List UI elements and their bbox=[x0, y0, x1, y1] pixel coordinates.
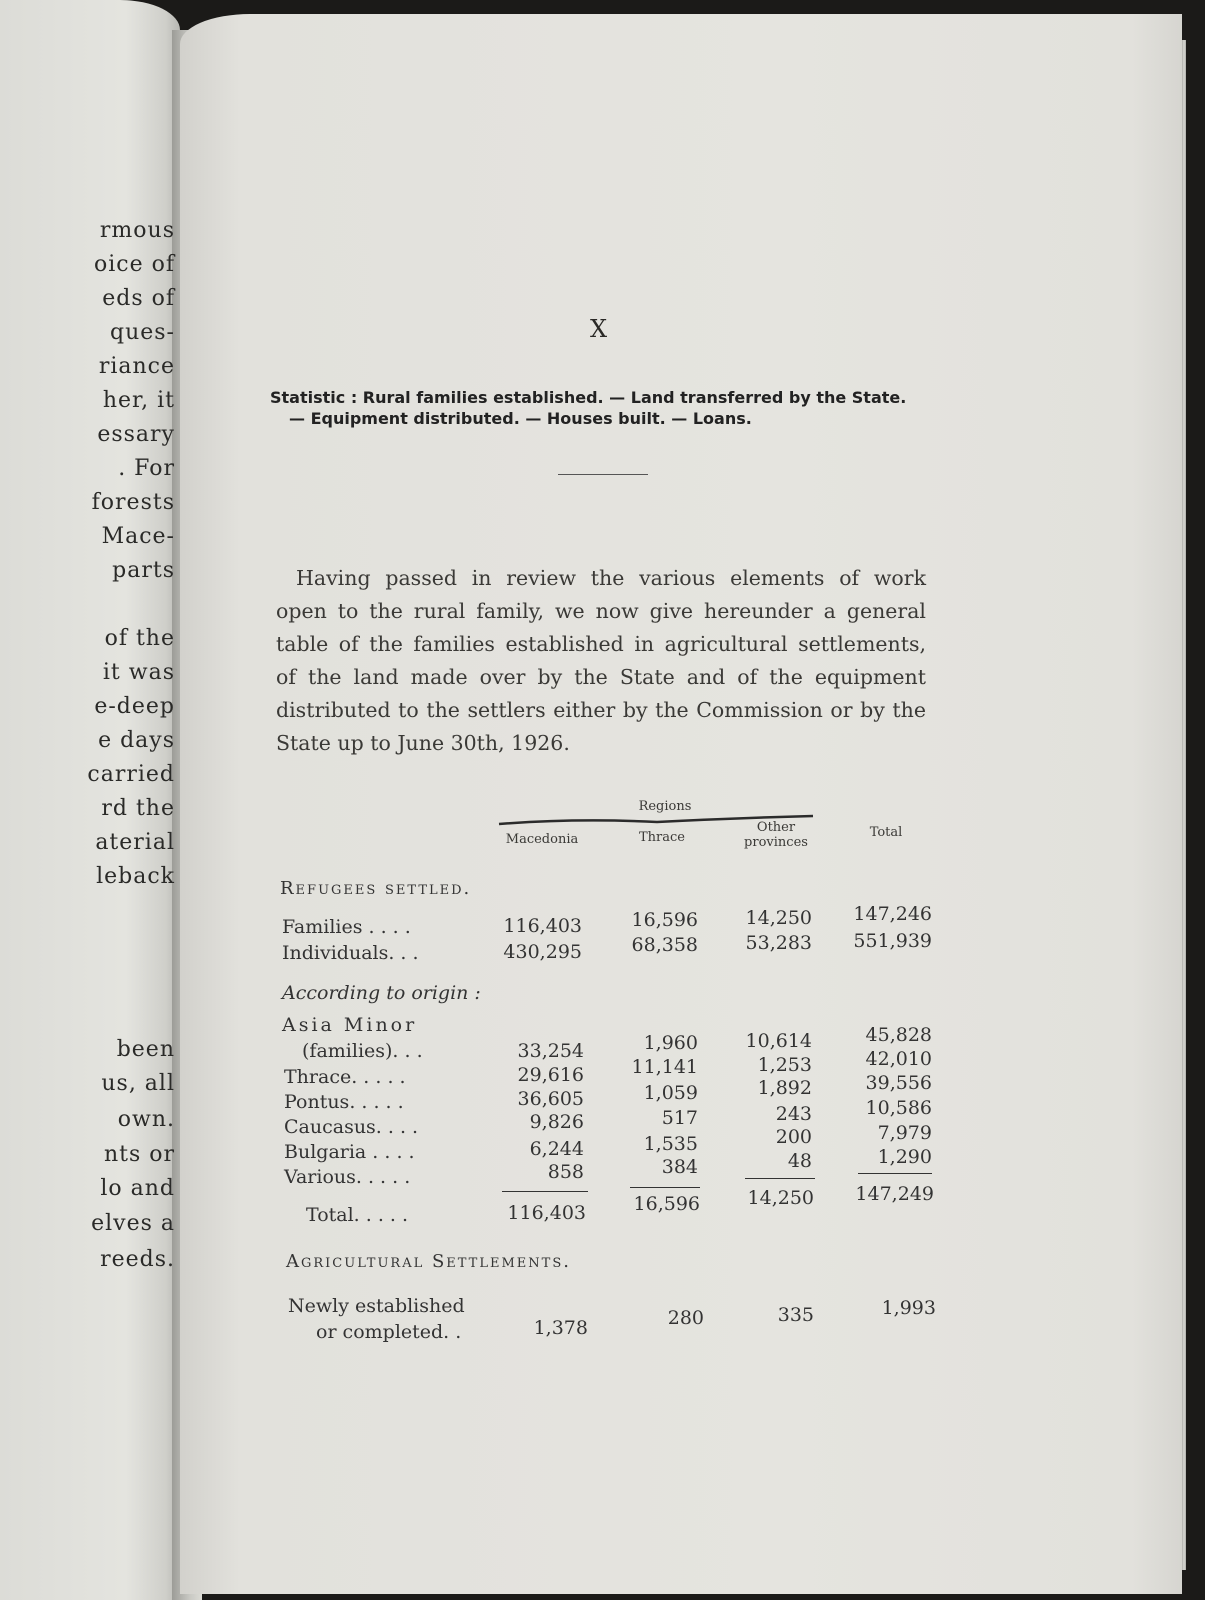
section-agricultural-settlements: Agricultural Settlements. bbox=[286, 1251, 571, 1272]
cell-newly-thrace: 280 bbox=[667, 1307, 704, 1329]
row-label-thrace: Thrace. . . . . bbox=[284, 1066, 406, 1088]
cell-various-macedonia: 858 bbox=[547, 1161, 584, 1183]
paragraph-line: table of the families established in agricultural settlements, bbox=[276, 632, 926, 656]
left-line: rmous bbox=[99, 218, 175, 243]
left-line: us, all bbox=[101, 1071, 175, 1096]
chapter-heading-line1: Statistic : Rural families established. — Land transferred by the State. bbox=[270, 388, 907, 407]
cell-newly-total: 1,993 bbox=[881, 1297, 936, 1319]
cell-total-macedonia: 116,403 bbox=[507, 1202, 586, 1224]
cell-individuals-other: 53,283 bbox=[745, 932, 812, 954]
cell-asia-minor-thrace: 1,960 bbox=[643, 1032, 698, 1054]
row-label-total: Total. . . . . bbox=[306, 1204, 409, 1226]
left-line: elves a bbox=[91, 1211, 175, 1236]
sum-rule-total bbox=[858, 1173, 932, 1174]
cell-bulgaria-macedonia: 6,244 bbox=[529, 1138, 584, 1160]
row-label-families: Families . . . . bbox=[282, 916, 411, 938]
left-line: leback bbox=[96, 864, 175, 889]
left-line: forests bbox=[91, 490, 175, 515]
cell-bulgaria-other: 200 bbox=[775, 1126, 812, 1148]
row-label-various: Various. . . . . bbox=[284, 1166, 411, 1188]
col-header-thrace: Thrace bbox=[639, 830, 685, 845]
section-rule bbox=[558, 474, 648, 475]
cell-families-thrace: 16,596 bbox=[631, 909, 698, 931]
sum-rule-thrace bbox=[630, 1187, 700, 1188]
row-label-asia-minor: Asia Minor bbox=[282, 1014, 418, 1036]
chapter-numeral: X bbox=[590, 315, 608, 343]
left-line: own. bbox=[117, 1107, 175, 1132]
intro-paragraph bbox=[276, 562, 926, 760]
left-line: nts or bbox=[103, 1142, 175, 1167]
regions-label: Regions bbox=[638, 799, 692, 814]
origin-heading: According to origin : bbox=[282, 982, 481, 1004]
left-line: been bbox=[116, 1037, 175, 1062]
cell-newly-other: 335 bbox=[777, 1304, 814, 1326]
paragraph-line: open to the rural family, we now give hereunder a general bbox=[276, 599, 926, 623]
cell-thrace-total: 42,010 bbox=[865, 1048, 932, 1070]
cell-pontus-macedonia: 36,605 bbox=[517, 1088, 584, 1110]
left-line: . For bbox=[118, 456, 175, 481]
row-label-caucasus: Caucasus. . . . bbox=[284, 1116, 419, 1138]
cell-pontus-total: 39,556 bbox=[865, 1072, 932, 1094]
row-label-pontus: Pontus. . . . . bbox=[284, 1091, 404, 1113]
cell-families-total: 147,246 bbox=[853, 903, 932, 925]
left-line: rd the bbox=[101, 796, 175, 821]
row-label-individuals: Individuals. . . bbox=[282, 942, 419, 964]
left-line: eds of bbox=[102, 286, 175, 311]
cell-asia-minor-other: 10,614 bbox=[745, 1030, 812, 1052]
left-line: Mace- bbox=[101, 524, 175, 549]
sum-rule-other bbox=[745, 1178, 815, 1179]
paragraph-line: distributed to the settlers either by the Commission or by the bbox=[276, 698, 926, 722]
left-line: of the bbox=[104, 626, 175, 651]
left-line: her, it bbox=[102, 388, 175, 413]
cell-asia-minor-total: 45,828 bbox=[865, 1024, 932, 1046]
left-line: parts bbox=[112, 558, 175, 583]
cell-families-macedonia: 116,403 bbox=[503, 915, 582, 937]
cell-total-other: 14,250 bbox=[747, 1187, 814, 1209]
cell-total-thrace: 16,596 bbox=[633, 1193, 700, 1215]
cell-caucasus-macedonia: 9,826 bbox=[529, 1111, 584, 1133]
left-line: ques- bbox=[110, 320, 175, 345]
cell-various-other: 48 bbox=[787, 1150, 812, 1172]
col-header-other-provinces bbox=[736, 820, 816, 850]
left-line: carried bbox=[87, 762, 175, 787]
col-header-total: Total bbox=[869, 825, 903, 840]
paragraph-line: State up to June 30th, 1926. bbox=[276, 731, 570, 755]
sum-rule-macedonia bbox=[502, 1191, 588, 1192]
cell-thrace-thrace: 11,141 bbox=[631, 1056, 698, 1078]
row-label-bulgaria: Bulgaria . . . . bbox=[284, 1141, 415, 1163]
cell-pontus-thrace: 1,059 bbox=[643, 1082, 698, 1104]
cell-bulgaria-total: 7,979 bbox=[877, 1122, 932, 1144]
left-line: reeds. bbox=[100, 1247, 175, 1272]
row-label-or-completed: or completed. . bbox=[316, 1321, 462, 1343]
left-line: riance bbox=[98, 354, 175, 379]
section-refugees-settled: Refugees settled. bbox=[280, 878, 472, 899]
cell-various-total: 1,290 bbox=[877, 1146, 932, 1168]
left-line: it was bbox=[102, 660, 175, 685]
left-line: aterial bbox=[95, 830, 175, 855]
col-header-other-line2: provinces bbox=[744, 835, 808, 850]
cell-caucasus-other: 243 bbox=[775, 1103, 812, 1125]
cell-families-other: 14,250 bbox=[745, 907, 812, 929]
left-line: essary bbox=[97, 422, 175, 447]
cell-pontus-other: 1,892 bbox=[757, 1077, 812, 1099]
col-header-macedonia: Macedonia bbox=[505, 832, 579, 847]
chapter-heading-line2: — Equipment distributed. — Houses built. — Loans. bbox=[289, 409, 752, 428]
cell-caucasus-total: 10,586 bbox=[865, 1097, 932, 1119]
paragraph-line: Having passed in review the various elements of work bbox=[296, 566, 926, 590]
row-label-newly-established: Newly established bbox=[288, 1295, 465, 1317]
cell-individuals-total: 551,939 bbox=[853, 930, 932, 952]
left-line: lo and bbox=[100, 1176, 175, 1201]
col-header-other-line1: Other bbox=[756, 820, 796, 835]
cell-bulgaria-thrace: 1,535 bbox=[643, 1133, 698, 1155]
cell-asia-minor-macedonia: 33,254 bbox=[517, 1040, 584, 1062]
left-line: oice of bbox=[93, 252, 175, 277]
cell-individuals-thrace: 68,358 bbox=[631, 934, 698, 956]
row-label-asia-minor-families: (families). . . bbox=[302, 1040, 423, 1062]
cell-individuals-macedonia: 430,295 bbox=[503, 941, 582, 963]
cell-thrace-macedonia: 29,616 bbox=[517, 1064, 584, 1086]
cell-newly-macedonia: 1,378 bbox=[533, 1317, 588, 1339]
cell-various-thrace: 384 bbox=[661, 1156, 698, 1178]
cell-caucasus-thrace: 517 bbox=[661, 1107, 698, 1129]
paragraph-line: of the land made over by the State and of the equipment bbox=[276, 665, 926, 689]
cell-thrace-other: 1,253 bbox=[757, 1054, 812, 1076]
cell-total-total: 147,249 bbox=[855, 1183, 934, 1205]
left-line: e-deep bbox=[94, 694, 175, 719]
left-line: e days bbox=[98, 728, 175, 753]
